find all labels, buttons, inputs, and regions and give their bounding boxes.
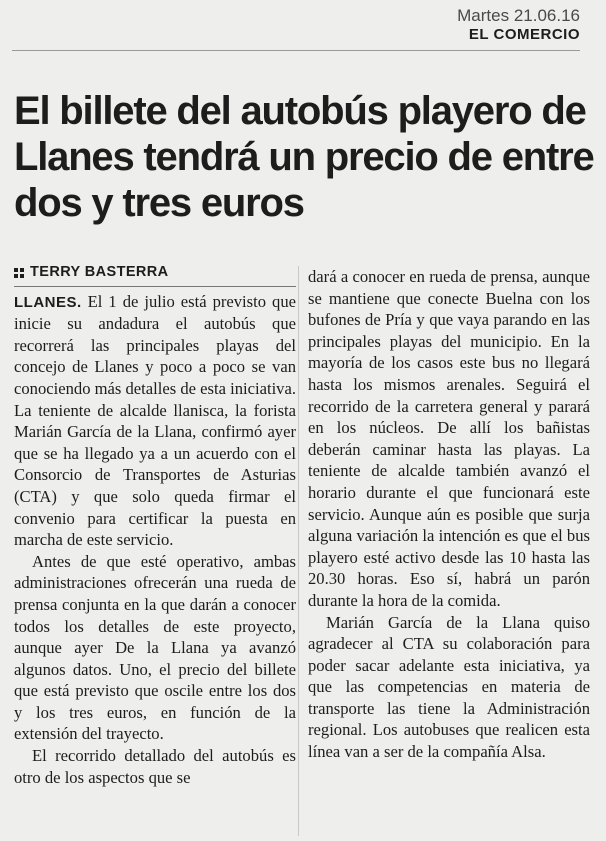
article-column-left bbox=[14, 262, 296, 788]
paragraph: Marián García de la Llana quiso agradecer al CTA su colaboración para poder sacar adelante esta iniciativa, ya que las competencias en materia de transporte las tiene la Administración regional. Los autobuses que realicen esta línea van a ser de la compañía Alsa. bbox=[308, 612, 590, 762]
paragraph: El recorrido detallado del autobús es otro de los aspectos que se bbox=[14, 746, 296, 787]
issue-date: Martes 21.06.16 bbox=[457, 6, 580, 25]
paragraph-text: El 1 de julio está previsto que inicie su andadura el autobús que recorrerá las principales playas del concejo de Llanes y poco a poco se van conociendo más detalles de esta iniciativa. La teniente de alcalde llanisca, la forista Marián García de la Llana, confirmó ayer que se ha llegado ya a un acuerdo con el Consorcio de Transportes de Asturias (CTA) y que solo queda firmar el convenio para certificar la puesta en marcha de este servicio. bbox=[14, 291, 296, 550]
author-name: TERRY BASTERRA bbox=[30, 264, 169, 280]
newspaper-name: EL COMERCIO bbox=[468, 26, 580, 43]
header-rule bbox=[12, 50, 580, 51]
byline-dots-icon bbox=[14, 268, 24, 278]
paragraph bbox=[14, 291, 296, 551]
article-column-right bbox=[308, 266, 590, 763]
column-divider bbox=[298, 266, 299, 836]
paragraph: dará a conocer en rueda de prensa, aunque se mantiene que conecte Buelna con los bufones de Pría y que vaya parando en las principales playas del municipio. En la mayoría de los casos este bus no llegará hasta los mismos arenales. Seguirá el recorrido de la carretera general y parará en los núcleos. De allí los bañistas deberán caminar hasta las playas. La teniente de alcalde también avanzó el horario durante el que funcionará este servicio. Aunque aún es posible que surja alguna variación la intención es que el bus playero esté activo desde las 10 hasta las 20.30 horas. Eso sí, habrá un parón durante la hora de la comida. bbox=[308, 267, 590, 610]
paragraph: Antes de que esté operativo, ambas administraciones ofrecerán una rueda de prensa conjunta en la que darán a conocer todos los detalles de este proyecto, aunque ayer De la Llana ya avanzó algunos datos. Uno, el precio del billete que está previsto que oscile entre los dos y los tres euros, en función de la extensión del trayecto. bbox=[14, 551, 296, 744]
article-headline: El billete del autobús playero de Llanes tendrá un precio de entre dos y tres euros bbox=[14, 89, 594, 225]
dateline-place: LLANES. bbox=[14, 293, 82, 311]
page-header bbox=[457, 6, 580, 44]
byline bbox=[14, 262, 296, 287]
